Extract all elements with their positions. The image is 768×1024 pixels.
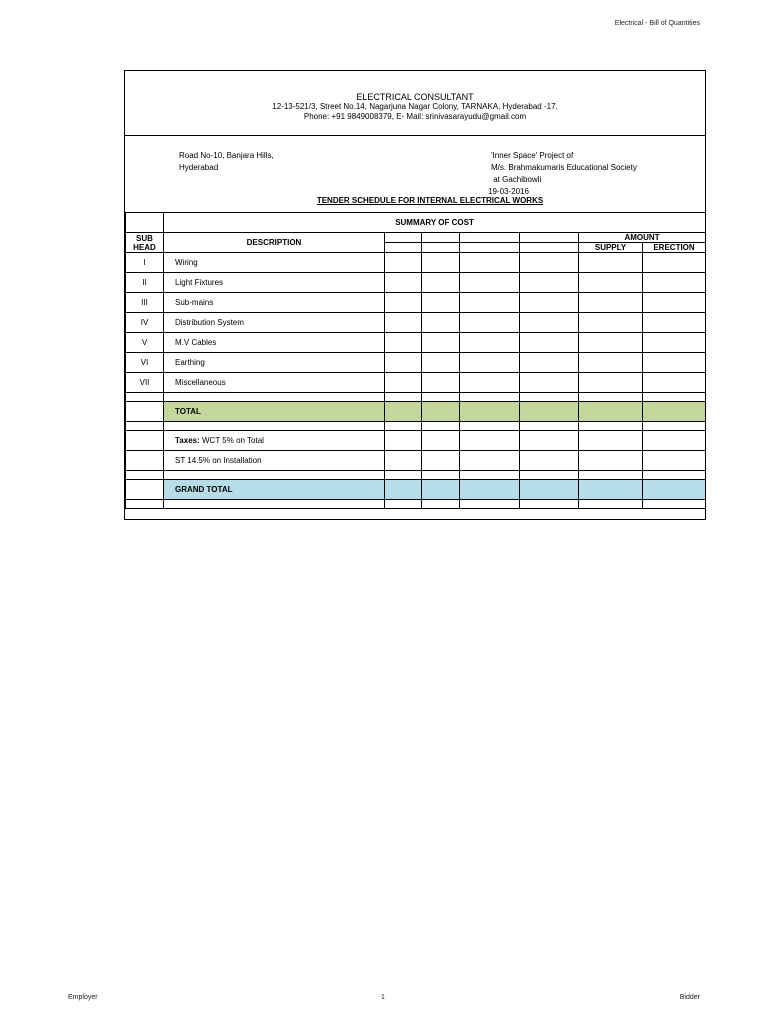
amount-cell	[422, 373, 460, 393]
client-address	[179, 150, 274, 174]
amount-cell	[520, 353, 579, 373]
amount-cell	[520, 373, 579, 393]
amount-cell	[520, 253, 579, 273]
grand-total-row	[126, 480, 706, 500]
sub-head-header-line2: HEAD	[133, 242, 156, 252]
taxes-label: Taxes:	[175, 436, 200, 445]
amount-cell	[643, 313, 706, 333]
item-description: Miscellaneous	[164, 373, 385, 393]
sub-head-number: IV	[126, 313, 164, 333]
table-row	[126, 353, 706, 373]
sub-head-number: VI	[126, 353, 164, 373]
project-line1: 'Inner Space' Project of	[491, 151, 574, 160]
footer-bidder: Bidder	[679, 994, 700, 1001]
amount-cell	[643, 353, 706, 373]
amount-cell	[422, 353, 460, 373]
amount-cell	[422, 333, 460, 353]
sub-head-header	[126, 233, 164, 253]
sub-head-header-line1: SUB	[136, 233, 153, 243]
table-row	[126, 333, 706, 353]
amount-cell	[385, 273, 422, 293]
amount-header: AMOUNT	[579, 233, 706, 243]
total-label: TOTAL	[164, 402, 385, 422]
amount-cell	[579, 333, 643, 353]
footer-page-number: 1	[381, 994, 385, 1001]
project-info	[488, 150, 637, 198]
st-row	[126, 451, 706, 471]
total-row	[126, 402, 706, 422]
consultant-block	[125, 71, 705, 136]
taxes-desc: WCT 5% on Total	[199, 436, 264, 445]
amount-cell	[460, 373, 520, 393]
amount-cell	[460, 253, 520, 273]
amount-cell	[579, 313, 643, 333]
sub-head-number: III	[126, 293, 164, 313]
amount-cell	[385, 293, 422, 313]
consultant-title: ELECTRICAL CONSULTANT	[356, 92, 474, 102]
amount-cell	[520, 313, 579, 333]
amount-cell	[460, 353, 520, 373]
amount-cell	[579, 273, 643, 293]
sub-head-number: VII	[126, 373, 164, 393]
amount-cell	[643, 373, 706, 393]
amount-cell	[385, 373, 422, 393]
document-frame	[124, 70, 706, 520]
amount-cell	[460, 313, 520, 333]
summary-title: SUMMARY OF COST	[164, 213, 706, 233]
amount-cell	[520, 293, 579, 313]
amount-cell	[460, 293, 520, 313]
consultant-address: 12-13-521/3, Street No.14, Nagarjuna Nagar Colony, TARNAKA, Hyderabad -17.	[272, 102, 558, 111]
project-line2: M/s. Brahmakumaris Educational Society	[491, 163, 637, 172]
amount-cell	[422, 313, 460, 333]
item-description: Distribution System	[164, 313, 385, 333]
amount-cell	[579, 293, 643, 313]
sub-head-number: V	[126, 333, 164, 353]
amount-cell	[422, 293, 460, 313]
item-description: Sub-mains	[164, 293, 385, 313]
item-description: M.V Cables	[164, 333, 385, 353]
amount-cell	[643, 253, 706, 273]
summary-title-row	[126, 213, 706, 233]
amount-cell	[643, 273, 706, 293]
client-block	[125, 135, 705, 213]
table-row	[126, 373, 706, 393]
supply-header: SUPPLY	[579, 243, 643, 253]
project-date: 19-03-2016	[488, 187, 529, 196]
description-header: DESCRIPTION	[164, 233, 385, 253]
item-description: Earthing	[164, 353, 385, 373]
table-row	[126, 313, 706, 333]
amount-cell	[385, 313, 422, 333]
amount-cell	[579, 373, 643, 393]
amount-cell	[460, 333, 520, 353]
sub-head-number: II	[126, 273, 164, 293]
amount-cell	[422, 253, 460, 273]
amount-cell	[520, 333, 579, 353]
sub-head-number: I	[126, 253, 164, 273]
taxes-row	[126, 431, 706, 451]
amount-cell	[520, 273, 579, 293]
tender-title: TENDER SCHEDULE FOR INTERNAL ELECTRICAL WORKS	[316, 196, 544, 205]
table-row	[126, 273, 706, 293]
amount-cell	[385, 353, 422, 373]
table-row	[126, 253, 706, 273]
header-row	[126, 233, 706, 243]
amount-cell	[385, 253, 422, 273]
grand-total-label: GRAND TOTAL	[164, 480, 385, 500]
taxes-cell	[164, 431, 385, 451]
amount-cell	[422, 273, 460, 293]
amount-cell	[643, 293, 706, 313]
st-desc: ST 14.5% on Installation	[164, 451, 385, 471]
amount-cell	[460, 273, 520, 293]
amount-cell	[579, 353, 643, 373]
client-address-line2: Hyderabad	[179, 163, 219, 172]
amount-cell	[385, 333, 422, 353]
consultant-contact: Phone: +91 9849008379, E- Mail: srinivasarayudu@gmail.com	[303, 112, 527, 121]
items-body	[126, 253, 706, 393]
amount-cell	[579, 253, 643, 273]
footer-employer: Employer	[68, 994, 98, 1001]
item-description: Wiring	[164, 253, 385, 273]
item-description: Light Fixtures	[164, 273, 385, 293]
page-header: Electrical - Bill of Quantities	[614, 20, 700, 27]
table-row	[126, 293, 706, 313]
amount-cell	[643, 333, 706, 353]
client-address-line1: Road No-10, Banjara Hills,	[179, 151, 274, 160]
summary-table	[125, 212, 706, 509]
project-line3: at Gachibowli	[491, 175, 542, 184]
erection-header: ERECTION	[643, 243, 706, 253]
